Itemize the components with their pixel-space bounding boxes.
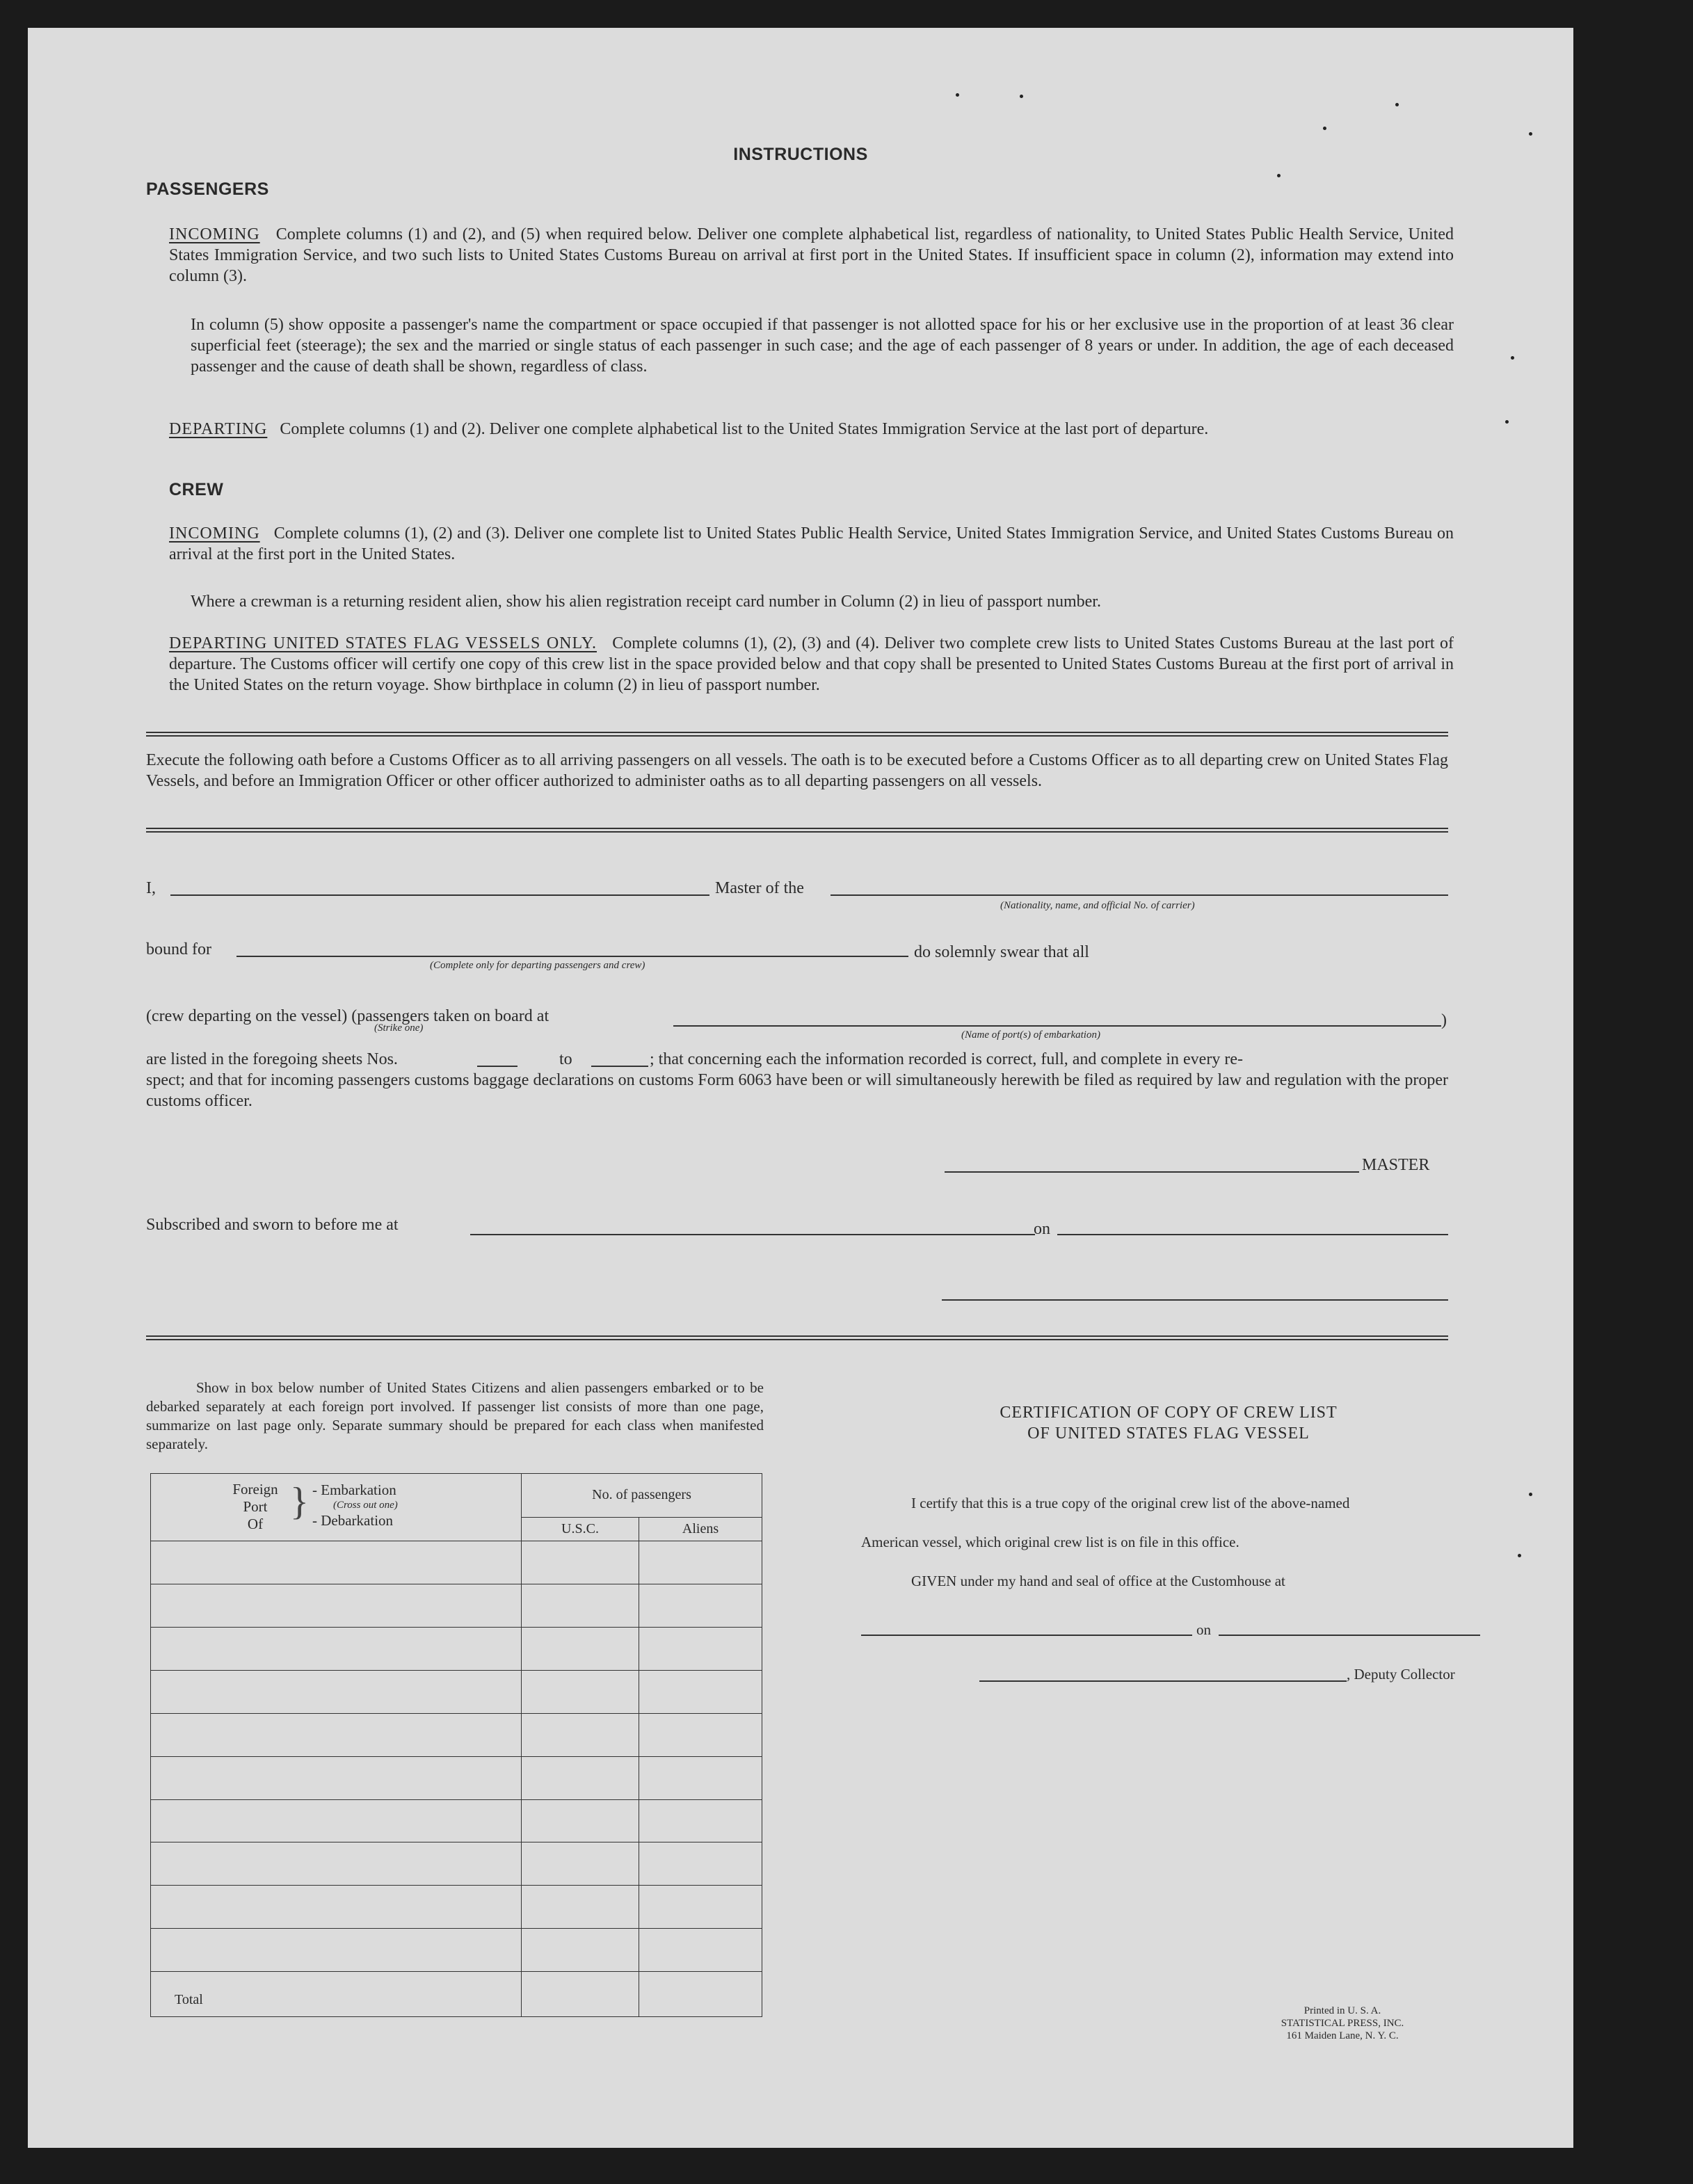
speck: [1511, 356, 1514, 360]
page-title: INSTRUCTIONS: [733, 145, 868, 164]
crew-flag-paragraph: [169, 633, 1454, 696]
sworn-date-field[interactable]: [1057, 1234, 1448, 1235]
bound-for-field[interactable]: [236, 956, 908, 957]
port-cell[interactable]: [151, 1886, 522, 1929]
foreign-port-header: [151, 1474, 522, 1541]
oath-intro: Execute the following oath before a Customs Officer as to all arriving passengers on all vessels. The oath is to be executed before a Customs Officer as to all departing crew on United States Flag Vessels, and before an Immigration Officer or other officer authorized to administer oaths as to all departing passengers on all vessels.: [146, 751, 1448, 790]
printer-line-1: Printed in U. S. A.: [1303, 2005, 1381, 2016]
master-signature-field[interactable]: [945, 1171, 1359, 1173]
aliens-cell[interactable]: [639, 1886, 762, 1929]
divider: [146, 828, 1448, 833]
deputy-collector-label: , Deputy Collector: [1347, 1666, 1455, 1683]
debarkation-label: - Debarkation: [312, 1512, 394, 1529]
printer-line-2: STATISTICAL PRESS, INC.: [1281, 2018, 1404, 2029]
listed-to: to: [559, 1050, 572, 1068]
cross-out-caption: (Cross out one): [333, 1500, 398, 1511]
crew-incoming-text: Complete columns (1), (2) and (3). Deliver one complete list to United States Public Health Service, United States Immigration Service, and United States Customs Bureau on arrival at the first port in the United States.: [169, 524, 1454, 563]
passenger-summary-table: [150, 1473, 762, 2017]
usc-cell[interactable]: [522, 1670, 639, 1713]
crew-departing-text: (crew departing on the vessel) (passengers taken on board at: [146, 1007, 549, 1025]
speck: [956, 93, 959, 97]
aliens-cell[interactable]: [639, 1929, 762, 1972]
certification-date-field[interactable]: [1219, 1635, 1480, 1636]
aliens-cell[interactable]: [639, 1842, 762, 1886]
total-label: Total: [151, 1971, 522, 2016]
strike-one-caption: (Strike one): [374, 1022, 424, 1034]
officer-signature-field[interactable]: [942, 1299, 1448, 1301]
close-paren: ): [1441, 1011, 1447, 1029]
crew-flag-text: Complete columns (1), (2), (3) and (4). Deliver two complete crew lists to United States Customs Bureau at the last port of departure. The Customs officer will certify one copy of this crew list in the space provided below and that copy shall be presented to United States Customs Bureau at the first port of arrival in the United States on the return voyage. Show birthplace in column (2) in lieu of passport number.: [169, 634, 1454, 694]
divider: [146, 1335, 1448, 1340]
passengers-incoming-paragraph: [169, 224, 1454, 287]
usc-cell[interactable]: [522, 1886, 639, 1929]
speck: [1020, 95, 1023, 98]
carrier-caption: (Nationality, name, and official No. of carrier): [1000, 900, 1195, 911]
speck: [1323, 127, 1326, 130]
master-of-the-label: Master of the: [715, 879, 804, 897]
certification-heading-1: CERTIFICATION OF COPY OF CREW LIST: [1000, 1404, 1338, 1422]
subscribed-label: Subscribed and sworn to before me at: [146, 1216, 399, 1234]
passengers-incoming-text: Complete columns (1) and (2), and (5) when required below. Deliver one complete alphabetical list, regardless of nationality, to United States Public Health Service, United States Immigration Service, and two such lists to United States Customs Bureau on arrival at first port in the United States. If insufficient space in column (2), information may extend into column (3).: [169, 225, 1454, 285]
aliens-header: Aliens: [639, 1517, 762, 1541]
passengers-departing-paragraph: [169, 419, 1454, 440]
summary-intro: Show in box below number of United States Citizens and alien passengers embarked or to be debarked separately at each foreign port involved. If passenger list consists of more than one page, summarize on last page only. Separate summary should be prepared for each class when manifested separately.: [146, 1379, 764, 1452]
usc-total-cell[interactable]: [522, 1971, 639, 2016]
form-page: [28, 28, 1573, 2148]
bound-for-caption: (Complete only for departing passengers and crew): [430, 960, 645, 971]
certification-heading-2: OF UNITED STATES FLAG VESSEL: [1027, 1424, 1310, 1443]
aliens-total-cell[interactable]: [639, 1971, 762, 2016]
embarkation-label: - Embarkation: [312, 1482, 396, 1498]
aliens-cell[interactable]: [639, 1584, 762, 1628]
brace-glyph: }: [290, 1480, 309, 1523]
usc-header: U.S.C.: [522, 1517, 639, 1541]
port-cell[interactable]: [151, 1541, 522, 1584]
aliens-cell[interactable]: [639, 1541, 762, 1584]
port-cell[interactable]: [151, 1628, 522, 1671]
port-label: Port: [243, 1498, 268, 1515]
ports-caption: (Name of port(s) of embarkation): [961, 1029, 1100, 1041]
embarkation-ports-field[interactable]: [673, 1025, 1441, 1027]
port-cell[interactable]: [151, 1929, 522, 1972]
certification-line-1: I certify that this is a true copy of the original crew list of the above-named: [911, 1495, 1350, 1511]
certification-line-2: American vessel, which original crew list is on file in this office.: [861, 1534, 1239, 1550]
master-name-field[interactable]: [170, 894, 709, 896]
usc-cell[interactable]: [522, 1584, 639, 1628]
crew-flag-label: DEPARTING UNITED STATES FLAG VESSELS ONLY.: [169, 634, 597, 652]
carrier-field[interactable]: [831, 894, 1448, 896]
sworn-on-label: on: [1034, 1220, 1050, 1238]
usc-cell[interactable]: [522, 1799, 639, 1842]
certification-line-3: GIVEN under my hand and seal of office at the Customhouse at: [911, 1573, 1285, 1589]
crew-resident-paragraph: Where a crewman is a returning resident alien, show his alien registration receipt card number in Column (2) in lieu of passport number.: [191, 593, 1101, 611]
speck: [1518, 1554, 1521, 1557]
usc-cell[interactable]: [522, 1842, 639, 1886]
aliens-cell[interactable]: [639, 1670, 762, 1713]
customhouse-field[interactable]: [861, 1635, 1192, 1636]
port-cell[interactable]: [151, 1584, 522, 1628]
certification-heading: [890, 1402, 1447, 1444]
speck: [1277, 174, 1281, 177]
crew-heading: CREW: [169, 480, 224, 499]
speck: [1529, 132, 1532, 136]
crew-incoming-paragraph: [169, 523, 1454, 565]
usc-cell[interactable]: [522, 1713, 639, 1756]
sheet-from-field[interactable]: [477, 1066, 517, 1067]
speck: [1505, 420, 1509, 424]
of-label: Of: [247, 1516, 264, 1532]
passengers-heading: PASSENGERS: [146, 179, 269, 199]
master-label: MASTER: [1362, 1156, 1430, 1174]
port-cell[interactable]: [151, 1670, 522, 1713]
printer-imprint: [1238, 2005, 1447, 2042]
swear-text: do solemnly swear that all: [914, 943, 1089, 961]
crew-incoming-label: INCOMING: [169, 524, 260, 543]
port-cell[interactable]: [151, 1713, 522, 1756]
usc-cell[interactable]: [522, 1929, 639, 1972]
deputy-signature-field[interactable]: [979, 1680, 1347, 1682]
aliens-cell[interactable]: [639, 1628, 762, 1671]
sworn-place-field[interactable]: [470, 1234, 1035, 1235]
usc-cell[interactable]: [522, 1541, 639, 1584]
aliens-cell[interactable]: [639, 1799, 762, 1842]
usc-cell[interactable]: [522, 1628, 639, 1671]
passengers-departing-text: Complete columns (1) and (2). Deliver one complete alphabetical list to the United States Immigration Service at the last port of departure.: [280, 420, 1209, 438]
spect-text: spect; and that for incoming passengers customs baggage declarations on customs Form 6063 have been or will simultaneously herewith be filed as required by law and regulation with the proper customs officer.: [146, 1071, 1448, 1110]
no-passengers-header: No. of passengers: [522, 1474, 762, 1518]
passengers-departing-label: DEPARTING: [169, 420, 268, 438]
usc-cell[interactable]: [522, 1756, 639, 1799]
aliens-cell[interactable]: [639, 1756, 762, 1799]
passengers-column5-paragraph: In column (5) show opposite a passenger's name the compartment or space occupied if that passenger is not allotted space for his or her exclusive use in the proportion of at least 36 clear superficial feet (steerage); the sex and the married or single status of each passenger in such case; and the age of each passenger of 8 years or under. In addition, the age of each deceased passenger and the cause of death shall be shown, regardless of class.: [191, 316, 1454, 376]
sheet-to-field[interactable]: [591, 1066, 648, 1067]
printer-line-3: 161 Maiden Lane, N. Y. C.: [1286, 2030, 1399, 2041]
passengers-incoming-label: INCOMING: [169, 225, 260, 243]
bound-for-label: bound for: [146, 940, 211, 958]
port-cell[interactable]: [151, 1756, 522, 1799]
port-cell[interactable]: [151, 1799, 522, 1842]
divider: [146, 732, 1448, 737]
oath-i: I,: [146, 879, 156, 897]
certification-on-label: on: [1196, 1621, 1211, 1638]
speck: [1529, 1493, 1532, 1496]
aliens-cell[interactable]: [639, 1713, 762, 1756]
foreign-label: Foreign: [232, 1481, 278, 1498]
speck: [1395, 103, 1399, 106]
port-cell[interactable]: [151, 1842, 522, 1886]
listed-text-b: ; that concerning each the information recorded is correct, full, and complete in every re-: [650, 1050, 1243, 1068]
listed-text-a: are listed in the foregoing sheets Nos.: [146, 1050, 398, 1068]
